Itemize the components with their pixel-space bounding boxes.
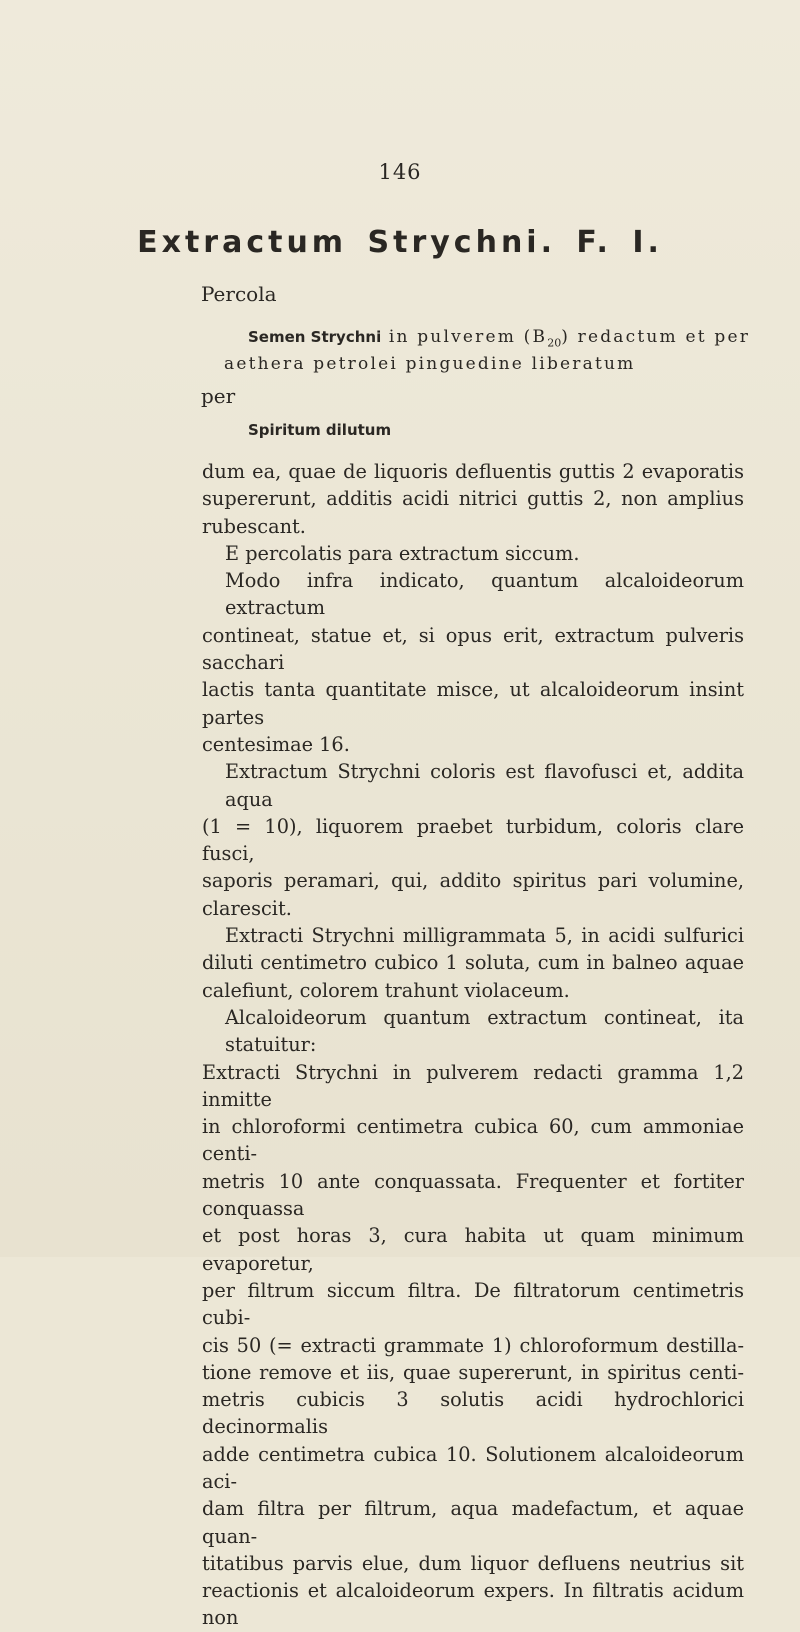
text-line: et post horas 3, cura habita ut quam minimum evaporetur, — [202, 1224, 744, 1275]
text-line: metris 10 ante conquassata. Frequenter et fortiter conquassa — [202, 1169, 744, 1221]
text-line: adde centimetra cubica 10. Solutionem alcaloideorum aci- — [202, 1442, 744, 1493]
text-line: centesimae 16. — [202, 732, 350, 756]
text-line: Extractum Strychni coloris est flavofusci et, addita aqua — [225, 760, 744, 811]
text-line: in chloroformi centimetra cubica 60, cum ammoniae centi- — [202, 1115, 744, 1166]
drug-description — [224, 324, 768, 374]
drug-text-1: in pulverem (B — [381, 327, 548, 347]
text-line: saporis peramari, qui, addito spiritus pari volumine, clarescit. — [202, 869, 744, 920]
per-label: per — [201, 384, 236, 408]
text-line: tione remove et iis, quae supererunt, in spiritus centi- — [202, 1360, 744, 1384]
body-text — [202, 458, 744, 1632]
text-line: diluti centimetro cubico 1 soluta, cum in balneo aquae — [202, 951, 744, 975]
text-line: Alcaloideorum quantum extractum contineat, ita statuitur: — [225, 1005, 744, 1057]
text-line: dum ea, quae de liquoris defluentis guttis 2 evaporatis — [202, 460, 744, 483]
text-line: Extracti Strychni milligrammata 5, in acidi sulfurici — [225, 924, 744, 948]
page-title: Extractum Strychni. F. I. — [137, 225, 663, 260]
text-line: cis 50 (= extracti grammate 1) chloroformum destilla- — [202, 1333, 744, 1357]
text-line: reactionis et alcaloideorum expers. In filtratis acidum non — [202, 1579, 744, 1630]
text-line: metris cubicis 3 solutis acidi hydrochlorici decinormalis — [202, 1388, 744, 1439]
percola-label: Percola — [201, 282, 277, 306]
text-line: supererunt, additis acidi nitrici guttis 2, non amplius rubescant. — [202, 487, 744, 538]
drug-text-2: ) redactum et per — [561, 327, 751, 347]
drug-text-line2: aethera petrolei pinguedine liberatum — [224, 354, 636, 374]
page-number: 146 — [378, 160, 422, 184]
text-line: Modo infra indicato, quantum alcaloideorum extractum — [225, 569, 744, 620]
text-line: E percolatis para extractum siccum. — [225, 541, 580, 565]
text-line: (1 = 10), liquorem praebet turbidum, coloris clare fusci, — [202, 814, 744, 866]
drug-subscript: 20 — [547, 336, 562, 350]
text-line: contineat, statue et, si opus erit, extractum pulveris sacchari — [202, 623, 744, 675]
text-line: calefiunt, colorem trahunt violaceum. — [202, 978, 570, 1002]
text-line: Extracti Strychni in pulverem redacti gramma 1,2 inmitte — [202, 1060, 744, 1111]
solvent-name: Spiritum dilutum — [248, 421, 392, 439]
text-line: per filtrum siccum filtra. De filtratorum centimetris cubi- — [202, 1278, 744, 1330]
text-line: dam filtra per filtrum, aqua madefactum, et aquae quan- — [202, 1497, 744, 1548]
drug-name: Semen Strychni — [248, 328, 382, 346]
text-line: titatibus parvis elue, dum liquor defluens neutrius sit — [202, 1551, 744, 1575]
text-line: lactis tanta quantitate misce, ut alcaloideorum insint partes — [202, 678, 744, 729]
